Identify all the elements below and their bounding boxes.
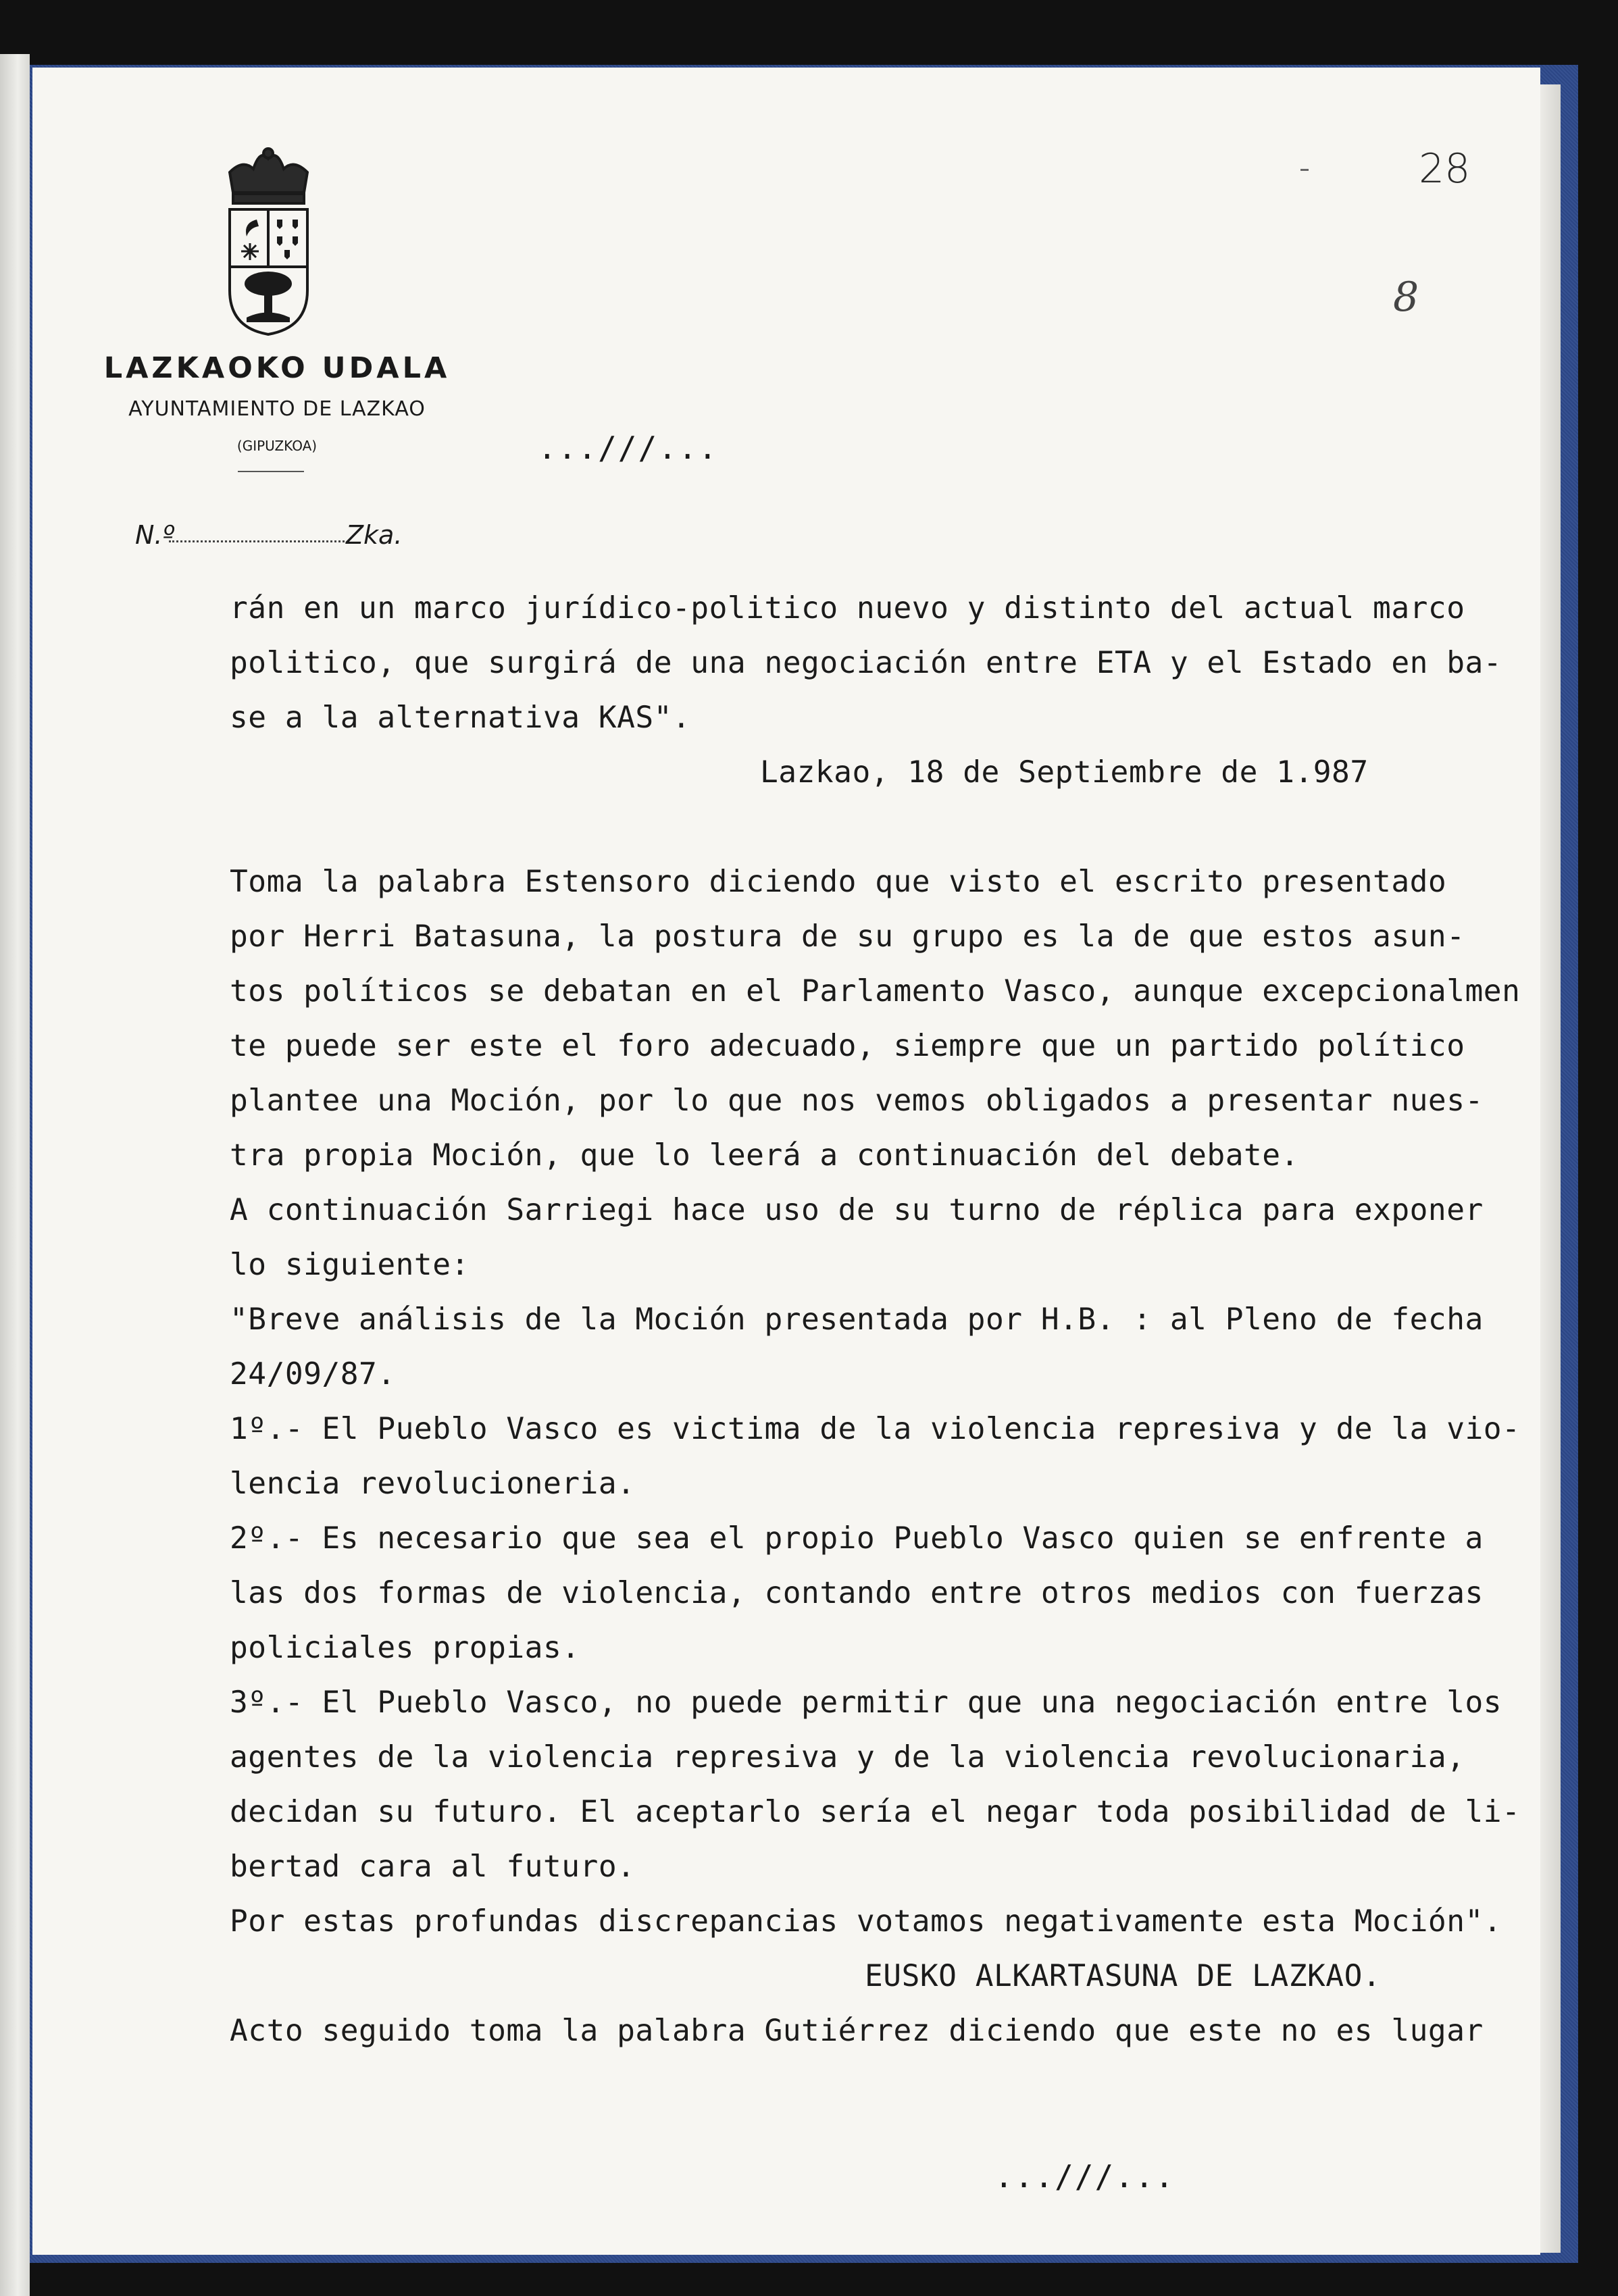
header-divider <box>238 471 304 472</box>
signature-line: EUSKO ALKARTASUNA DE LAZKAO. <box>865 1959 1382 1993</box>
body-line: A continuación Sarriegi hace uso de su turno de réplica para exponer <box>230 1193 1484 1227</box>
body-line: las dos formas de violencia, contando entre otros medios con fuerzas <box>230 1576 1484 1610</box>
number-dotted-line <box>169 540 345 542</box>
body-line: 2º.- Es necesario que sea el propio Pueblo Vasco quien se enfrente a <box>230 1521 1484 1556</box>
zka-label: Zka. <box>346 520 403 550</box>
continuation-mark-bottom: ...///... <box>994 2158 1175 2195</box>
body-line: por Herri Batasuna, la postura de su grupo es la de que estos asun- <box>230 919 1465 954</box>
body-line: 3º.- El Pueblo Vasco, no puede permitir que una negociación entre los <box>230 1685 1502 1720</box>
body-line: 24/09/87. <box>230 1357 396 1392</box>
body-line: te puede ser este el foro adecuado, siempre que un partido político <box>230 1029 1465 1063</box>
body-line: Acto seguido toma la palabra Gutiérrez diciendo que este no es lugar <box>230 2014 1484 2048</box>
place-date-line: Lazkao, 18 de Septiembre de 1.987 <box>760 755 1369 790</box>
province-label: (GIPUZKOA) <box>236 438 318 454</box>
coat-of-arms-icon <box>220 145 318 338</box>
pencil-annotation: 8 <box>1393 274 1419 321</box>
body-line: tra propia Moción, que lo leerá a continuación del debate. <box>230 1138 1299 1173</box>
body-line: policiales propias. <box>230 1631 580 1665</box>
number-label: N.º <box>135 520 175 550</box>
body-line: Toma la palabra Estensoro diciendo que visto el escrito presentado <box>230 865 1447 899</box>
body-line: agentes de la violencia represiva y de la violencia revolucionaria, <box>230 1740 1465 1775</box>
body-line: se a la alternativa KAS". <box>230 700 691 735</box>
page-number: 28 <box>1419 145 1471 193</box>
body-line: plantee una Moción, por lo que nos vemos obligados a presentar nues- <box>230 1083 1484 1118</box>
body-line: lencia revolucioneria. <box>230 1466 636 1501</box>
body-line: rán en un marco jurídico-politico nuevo y distinto del actual marco <box>230 591 1465 626</box>
body-line: "Breve análisis de la Moción presentada por H.B. : al Pleno de fecha <box>230 1302 1484 1337</box>
pencil-tick <box>1300 169 1309 171</box>
continuation-mark-top: ...///... <box>538 430 719 466</box>
typed-body-text <box>230 581 1527 2058</box>
body-line: bertad cara al futuro. <box>230 1849 636 1884</box>
body-line: 1º.- El Pueblo Vasco es victima de la violencia represiva y de la vio- <box>230 1412 1521 1446</box>
town-hall-subtitle: AYUNTAMIENTO DE LAZKAO <box>128 397 426 421</box>
town-hall-title: LAZKAOKO UDALA <box>103 351 451 385</box>
spine-print <box>3 1959 11 2229</box>
body-line: politico, que surgirá de una negociación entre ETA y el Estado en ba- <box>230 646 1502 680</box>
body-line: lo siguiente: <box>230 1248 470 1282</box>
body-line: tos políticos se debatan en el Parlamento Vasco, aunque excepcionalmen <box>230 974 1521 1009</box>
body-line: decidan su futuro. El aceptarlo sería el negar toda posibilidad de li- <box>230 1795 1521 1829</box>
blank-line <box>230 800 1527 854</box>
body-line: Por estas profundas discrepancias votamos negativamente esta Moción". <box>230 1904 1502 1939</box>
